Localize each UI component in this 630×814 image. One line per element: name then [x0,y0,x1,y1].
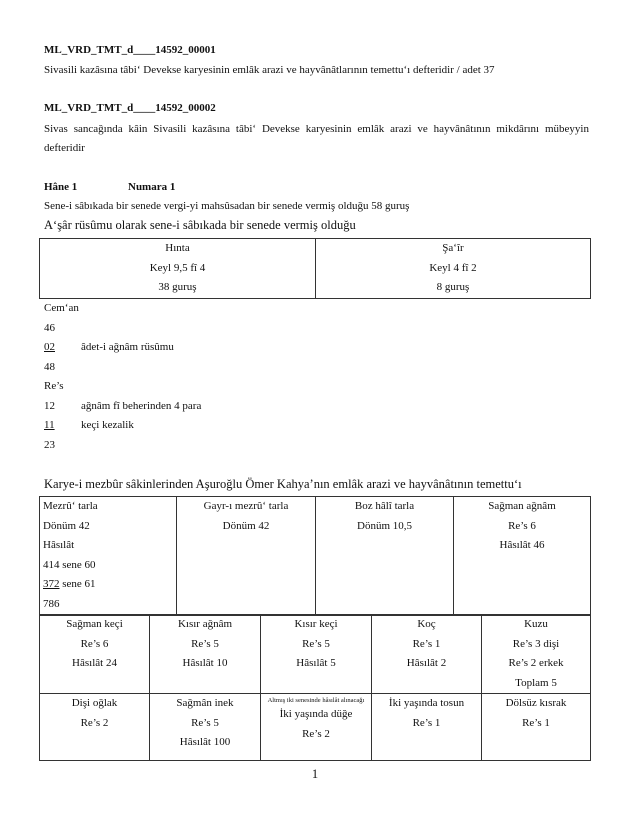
cell-title: Boz hâlî tarla [354,500,415,512]
cell-title: Dölsüz kısrak [505,697,567,709]
crop-amount: Keyl 9,5 fî 4 [149,261,206,274]
cell-line: Dönüm 42 [43,519,90,532]
crop-value: 38 guruş [158,281,197,293]
cell-line: Hâsılât 5 [296,657,336,669]
boz-hali-tarla-cell [316,497,454,616]
cell-line: Re’s 6 [508,519,536,532]
cell-line: Re’s 5 [191,637,219,650]
cell-line: Re’s 1 [412,716,441,729]
cell-title: Mezrû‘ tarla [43,500,98,512]
cell-title: Sağman ağnâm [488,500,556,512]
cell-line: Re’s 1 [412,637,441,650]
cell-title: Kuzu [524,618,548,630]
cell-title: İki yaşında tosun [388,697,465,709]
koc-cell [372,615,482,694]
property-table-row1 [39,496,591,616]
cell-line: Re’s 2 [302,727,330,740]
cell-line: 414 sene 60 [43,558,96,571]
cem-label: Cem‘an [44,302,79,314]
cell-title: Sağmân inek [176,697,234,709]
cell-line: Hâsılât 46 [499,539,545,551]
record-code-1: ML_VRD_TMT_d____14592_00001 [44,44,216,56]
gayri-mezru-tarla-cell [177,497,316,616]
crop-value: 8 guruş [436,281,470,293]
kuzu-cell [482,615,591,694]
cem-total-2: 48 [44,361,55,373]
asar-left-cell [40,239,316,299]
cell-line: Hâsılât [43,539,75,551]
cell-line: Hâsılât 24 [72,657,117,669]
cem-total-1: 46 [44,322,55,334]
cell-line: Dönüm 42 [222,519,270,532]
disi-oglak-cell [40,694,150,761]
cell-line: Re’s 2 [80,716,109,729]
cem-total-3: 23 [44,439,55,451]
asar-heading: A‘şâr rüsûmu olarak sene-i sâbıkada bir senede vermiş olduğu [44,218,356,232]
cell-line [43,575,176,595]
crop-amount: Keyl 4 fî 2 [429,261,477,274]
cell-line: Hâsılât 100 [179,736,231,748]
small-note: Altmış iki senesinde hâsılât alınacağı [267,697,365,704]
cell-line: Re’s 2 erkek [508,657,564,669]
cell-title: Kısır keçi [294,618,338,630]
cell-title: Kısır ağnâm [177,618,233,630]
property-table-rows2-3 [39,614,591,761]
adet-text: âdet-i ağnâm rüsûmu [81,341,174,353]
dolsuz-kisrak-cell [482,694,591,761]
kisir-agnam-cell [150,615,261,694]
kisir-keci-cell [261,615,372,694]
cell-line: Hâsılât 10 [182,657,228,669]
iki-yasinda-tosun-cell [372,694,482,761]
res-text: ağnâm fî beherinden 4 para [81,400,202,412]
cell-line: Re’s 5 [191,716,219,729]
record-description-1: Sivasili kazâsına tâbi‘ Devekse karyesinin emlâk arazi ve hayvânâtlarının temettu‘ı defteridir / adet 37 [44,64,495,76]
cell-title: Dişi oğlak [71,697,118,709]
page-number: 1 [311,767,319,781]
res-number: 12 [44,400,55,412]
record-description-2: Sivas sancağında kâin Sivasili kazâsına tâbi‘ Devekse karyesinin emlâk arazi ve hayvânâtının mikdârını mübeyyin [44,123,589,135]
cell-line: Re’s 3 dişi [512,637,560,650]
cell-line: Hâsılât 2 [406,657,447,669]
res-label: Re’s [44,380,64,392]
record-description-2-cont: defteridir [44,142,85,154]
underlined-number: 372 [43,578,60,590]
sagman-agnam-cell [454,497,591,616]
cell-title: Koç [417,618,436,630]
cell-title: Sağman keçi [66,618,123,630]
crop-name: Hınta [165,242,190,254]
record-code-2: ML_VRD_TMT_d____14592_00002 [44,102,216,114]
keci-text: keçi kezalik [81,419,134,431]
iki-yasinda-duge-cell [261,694,372,761]
asar-table [39,238,591,299]
mezru-tarla-cell [40,497,177,616]
cell-line: Re’s 5 [302,637,330,650]
sagman-inek-cell [150,694,261,761]
vergi-text: Sene-i sâbıkada bir senede vergi-yi mahsûsadan bir senede vermiş olduğu 58 guruş [44,200,410,212]
cell-title: İki yaşında düğe [279,708,353,720]
numara-label: Numara 1 [128,181,176,193]
cell-line: Dönüm 10,5 [357,519,412,532]
cell-line-rest: sene 61 [59,578,96,590]
hane-label: Hâne 1 [44,181,78,193]
cell-line: Re’s 6 [80,637,109,650]
main-heading: Karye-i mezbûr sâkinlerinden Aşuroğlu Ömer Kahya’nın emlâk arazi ve hayvânâtının temettu‘ı [44,477,522,491]
adet-number: 02 [44,341,55,353]
keci-number: 11 [44,419,55,431]
asar-right-cell [316,239,591,299]
cell-line: Toplam 5 [515,676,557,689]
sagman-keci-cell [40,615,150,694]
crop-name: Şa‘îr [442,242,464,254]
cell-total: 786 [43,597,60,610]
cell-title: Gayr-ı mezrû‘ tarla [203,500,289,512]
cell-line: Re’s 1 [522,716,550,729]
